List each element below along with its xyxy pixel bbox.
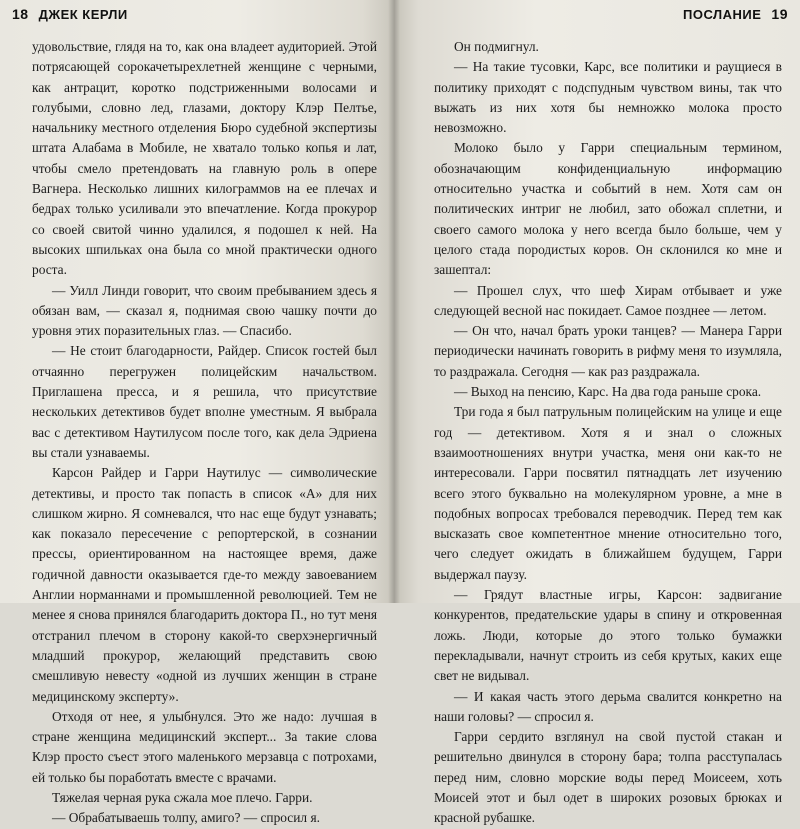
left-paragraph-5: Отходя от нее, я улыбнулся. Это же надо: лучшая в стране женщина медицинский эксперт... За такие слова Клэр просто съест этого маленького мерзавца с потрохами, ей только бы поработать вместе с врачами. bbox=[32, 708, 377, 785]
right-paragraph-1: Он подмигнул. bbox=[454, 39, 539, 54]
left-paragraph-4: Карсон Райдер и Гарри Наутилус — символические детективы, и просто так попасть в список «А» для них слишком жирно. Я сомневался, что нас еще будут узнавать; как показало пересечение с репортерской, в сознании прессы, ориентированном на настоящее время, даже годичной давности оказывается где-то между завоеванием Англии норманнами и промышленной революцией. Тем не менее я снова принялся благодарить доктора П., но тут меня отстранил плечом в сторону какой-то сверхэнергичный младший прокурор, желающий представить свою смешливую невесту «одной из лучших женщин в стране медицинскому эксперту». bbox=[32, 465, 377, 704]
left-running-header bbox=[12, 6, 128, 22]
left-page bbox=[0, 0, 394, 826]
right-page bbox=[394, 0, 800, 826]
right-running-head: ПОСЛАНИЕ bbox=[682, 7, 762, 22]
left-paragraph-7: — Обрабатываешь толпу, амиго? — спросил я. bbox=[52, 810, 320, 826]
left-running-head: ДЖЕК КЕРЛИ bbox=[38, 7, 128, 22]
left-paragraph-2: — Уилл Линди говорит, что своим пребыванием здесь я обязан вам, — сказал я, поднимая свою чашку почти до уровня этих поразительных глаз. — Спасибо. bbox=[32, 282, 377, 339]
right-paragraph-9: — И какая часть этого дерьма свалится конкретно на наши головы? — спросил я. bbox=[434, 688, 782, 724]
right-paragraph-4: — Прошел слух, что шеф Хирам отбывает и уже следующей весной нас покидает. Самое позднее — летом. bbox=[434, 282, 782, 318]
right-page-number: 19 bbox=[771, 6, 788, 22]
left-page-body bbox=[32, 37, 377, 829]
left-paragraph-6: Тяжелая черная рука сжала мое плечо. Гарри. bbox=[52, 789, 313, 805]
right-paragraph-6: — Выход на пенсию, Карс. На два года раньше срока. bbox=[454, 384, 762, 400]
right-paragraph-8: — Грядут властные игры, Карсон: задвигание конкурентов, предательские удары в спину и откровенная ложь. Люди, которые до этого только бумажки перекладывали, начнут строить из себя крутых, каких еще свет не видывал. bbox=[434, 587, 782, 684]
right-paragraph-2: — На такие тусовки, Карс, все политики и раущиеся в политику приходят с подспудным чувством вины, так что выжать из них хотя бы немножко молока просто невозможно. bbox=[434, 59, 782, 136]
right-page-body bbox=[434, 37, 782, 829]
right-paragraph-5: — Он что, начал брать уроки танцев? — Манера Гарри периодически начинать говорить в рифму меня то изумляла, то раздражала. Сегодня — как раз раздражала. bbox=[434, 323, 782, 379]
right-paragraph-10: Гарри сердито взглянул на свой пустой стакан и решительно двинулся в сторону бара; толпа расступалась перед ним, словно морские воды перед Моисеем, хоть Моисей этот и был одет в широких розовых брюках и красной рубашке. bbox=[434, 729, 782, 826]
left-paragraph-1: удовольствие, глядя на то, как она владеет аудиторией. Этой потрясающей сорокачетырехлетней женщине с черными, как антрацит, коротко подстриженными волосами и голубыми, словно лед, глазами, доктору Клэр Пелтье, начальнику местного отделения Бюро судебной экспертизы штата Алабама в Мобиле, не хватало только копья и лат, чтобы смело претендовать на главную роль в опере Вагнера. Несколько лишних килограммов на ее плечах и бедрах только усиливали это впечатление. Когда прокурор со своей свитой чинно удалился, я подошел к ней. На высоких шпильках она была со мной практически одного роста. bbox=[32, 39, 377, 278]
left-page-number: 18 bbox=[12, 6, 29, 22]
right-paragraph-3: Молоко было у Гарри специальным термином, обозначающим конфиденциальную информацию относительно участка и событий в нем. Хотя сам он политических интриг не любил, зато обожал сплетни, и своего самого молока у него всегда было больше, чем у целого стада породистых коров. Он склонился ко мне и зашептал: bbox=[434, 140, 782, 278]
right-paragraph-7: Три года я был патрульным полицейским на улице и еще год — детективом. Хотя я и знал о сложных взаимоотношениях внутри участка, меня они как-то не интересовали. Гарри посвятил пятнадцать лет изучению всего этого буквально на молекулярном уровне, а мне в подобных вопросах требовался переводчик. Перед тем как высказать свое компетентное мнение относительно того, чего следует ожидать в ближайшем будущем, Гарри выдержал паузу. bbox=[434, 404, 782, 582]
left-paragraph-3: — Не стоит благодарности, Райдер. Список гостей был отчаянно перегружен полицейским начальством. Приглашена пресса, и я решила, что присутствие нескольких детективов будет вполне уместным. Я выбрала вас с детективом Наутилусом после того, как дела Эдриена вы стали узнаваемы. bbox=[32, 343, 377, 460]
right-running-header bbox=[683, 6, 788, 22]
